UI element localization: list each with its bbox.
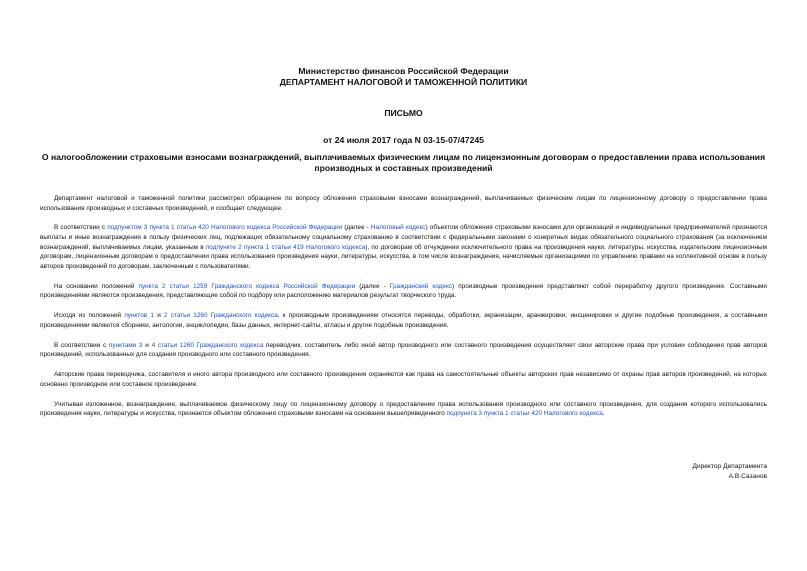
paragraph-6: Авторские права переводчика, составителя и иного автора производного или составного произведения охраняются как права на самостоятельные объекты авторских прав независимо от охраны прав авторов произведений, на которых основано производное или составное произведение.: [40, 371, 767, 388]
signatory-title: Директор Департамента: [692, 463, 767, 470]
paragraph-3: [40, 282, 767, 301]
paragraph-text: и: [153, 312, 164, 320]
paragraph-text: (далее -: [342, 224, 371, 232]
paragraph-text: переводчик, составитель либо иной автор производного или составного произведения осуществляет свои авторские права при условии соблюдения прав авторов произведений, использованных для создания производного или составного произведения.: [40, 341, 768, 359]
paragraph-text: В соответствии с: [54, 341, 109, 349]
link-points-3[interactable]: пунктами 3: [108, 341, 143, 349]
paragraph-text: и: [142, 341, 152, 349]
paragraph-5: [40, 341, 767, 360]
paragraph-text: , к производным произведениям относятся переводы, обработки, экранизации, аранжировки, инсценировки и другие подобные произведения, а составными произведениями являются сборники, антологии, энциклопедии, базы данных, интернет-сайты, атласы и другие подобные произведения.: [40, 312, 768, 329]
paragraph-1: Департамент налоговой и таможенной политики рассмотрел обращение по вопросу обложения страховыми взносами вознаграждений, выплачиваемых физическим лицам по лицензионному договору о предоставлении права использования производных и составных произведений, и сообщает следующее.: [40, 195, 767, 212]
paragraph-text: На основании положений: [54, 282, 139, 290]
link-tax-code-article-419[interactable]: подпункте 2 пункта 1 статьи 419 Налогового кодекса: [205, 243, 366, 251]
link-tax-code-article-420-final[interactable]: подпункта 3 пункта 1 статьи 420 Налогового кодекса: [446, 410, 603, 418]
link-civil-code-article-1259[interactable]: пункта 2 статьи 1259 Гражданского кодекса Российской Федерации: [138, 282, 356, 290]
paragraph-text: .: [602, 410, 605, 418]
paragraph-text: ) производные произведения представляют собой переработку другого произведения. Составными произведениями являются произведения, представляющие собой по подбору или расположению материалов результат творческого труда.: [40, 282, 767, 300]
letter-body: [40, 194, 767, 429]
paragraph-text: ), по договорам об отчуждении исключительного права на произведения науки, литературы, искусства, издательским лицензионным договорам, лицензионным договорам о предоставлении права использования произведения науки, литературы, искусства, в том числе вознаграждения, начисляемые организациями по управлению правами на коллективной основе в пользу авторов произведений по договорам, заключенным с пользователями.: [40, 243, 767, 270]
paragraph-7: [40, 400, 767, 419]
document-date-number: от 24 июля 2017 года N 03-15-07/47245: [323, 135, 484, 145]
paragraph-2: [40, 223, 767, 271]
paragraph-text: Исходя из положений: [54, 312, 125, 320]
ministry-name: Министерство финансов Российской Федерации: [298, 66, 509, 76]
paragraph-text: ) объектом обложения страховыми взносами для организаций и индивидуальных предпринимателей признаются выплаты и иные вознаграждения в пользу физических лиц, подлежащих обязательному социальному страхованию в соответствии с федеральными законами о конкретных видах обязательного социального страхования (за исключением вознаграждений, выплачиваемых лицам, указанным в: [40, 224, 768, 251]
signatory-name: А.В.Сазанов: [728, 473, 767, 480]
paragraph-text: (далее -: [355, 282, 390, 290]
paragraph-text: Учитывая изложенное, вознаграждение, выплачиваемое физическому лицу по лицензионному договору о предоставлении права использования производного или составного произведения, для создания которого использовались произведения науки, литературы и искусства, признается объектом обложения страховыми взносами на основании вышеприведенного: [40, 400, 767, 418]
document-type: ПИСЬМО: [384, 108, 423, 118]
department-name: ДЕПАРТАМЕНТ НАЛОГОВОЙ И ТАМОЖЕННОЙ ПОЛИТИКИ: [279, 77, 528, 87]
paragraph-text: В соответствии с: [54, 224, 108, 232]
letter-header: [0, 66, 807, 146]
link-tax-code-article-420[interactable]: подпунктом 3 пункта 1 статьи 420 Налогового кодекса Российской Федерации: [107, 224, 343, 232]
letter-subject: О налогообложении страховыми взносами вознаграждений, выплачиваемых физическим лицам по лицензионным договорам о предоставлении права использования производных и составных произведений: [41, 152, 766, 173]
link-civil-code-article-1260-p2[interactable]: 2 статьи 1260 Гражданского кодекса: [164, 312, 278, 320]
paragraph-4: [40, 311, 767, 330]
link-tax-code[interactable]: Налоговый кодекс: [370, 224, 426, 232]
link-civil-code-article-1260-p4[interactable]: 4 статьи 1260 Гражданского кодекса: [151, 341, 264, 349]
link-points-1[interactable]: пунктов 1: [124, 312, 154, 320]
signature-block: [692, 462, 767, 482]
link-civil-code[interactable]: Гражданский кодекс: [389, 282, 453, 290]
